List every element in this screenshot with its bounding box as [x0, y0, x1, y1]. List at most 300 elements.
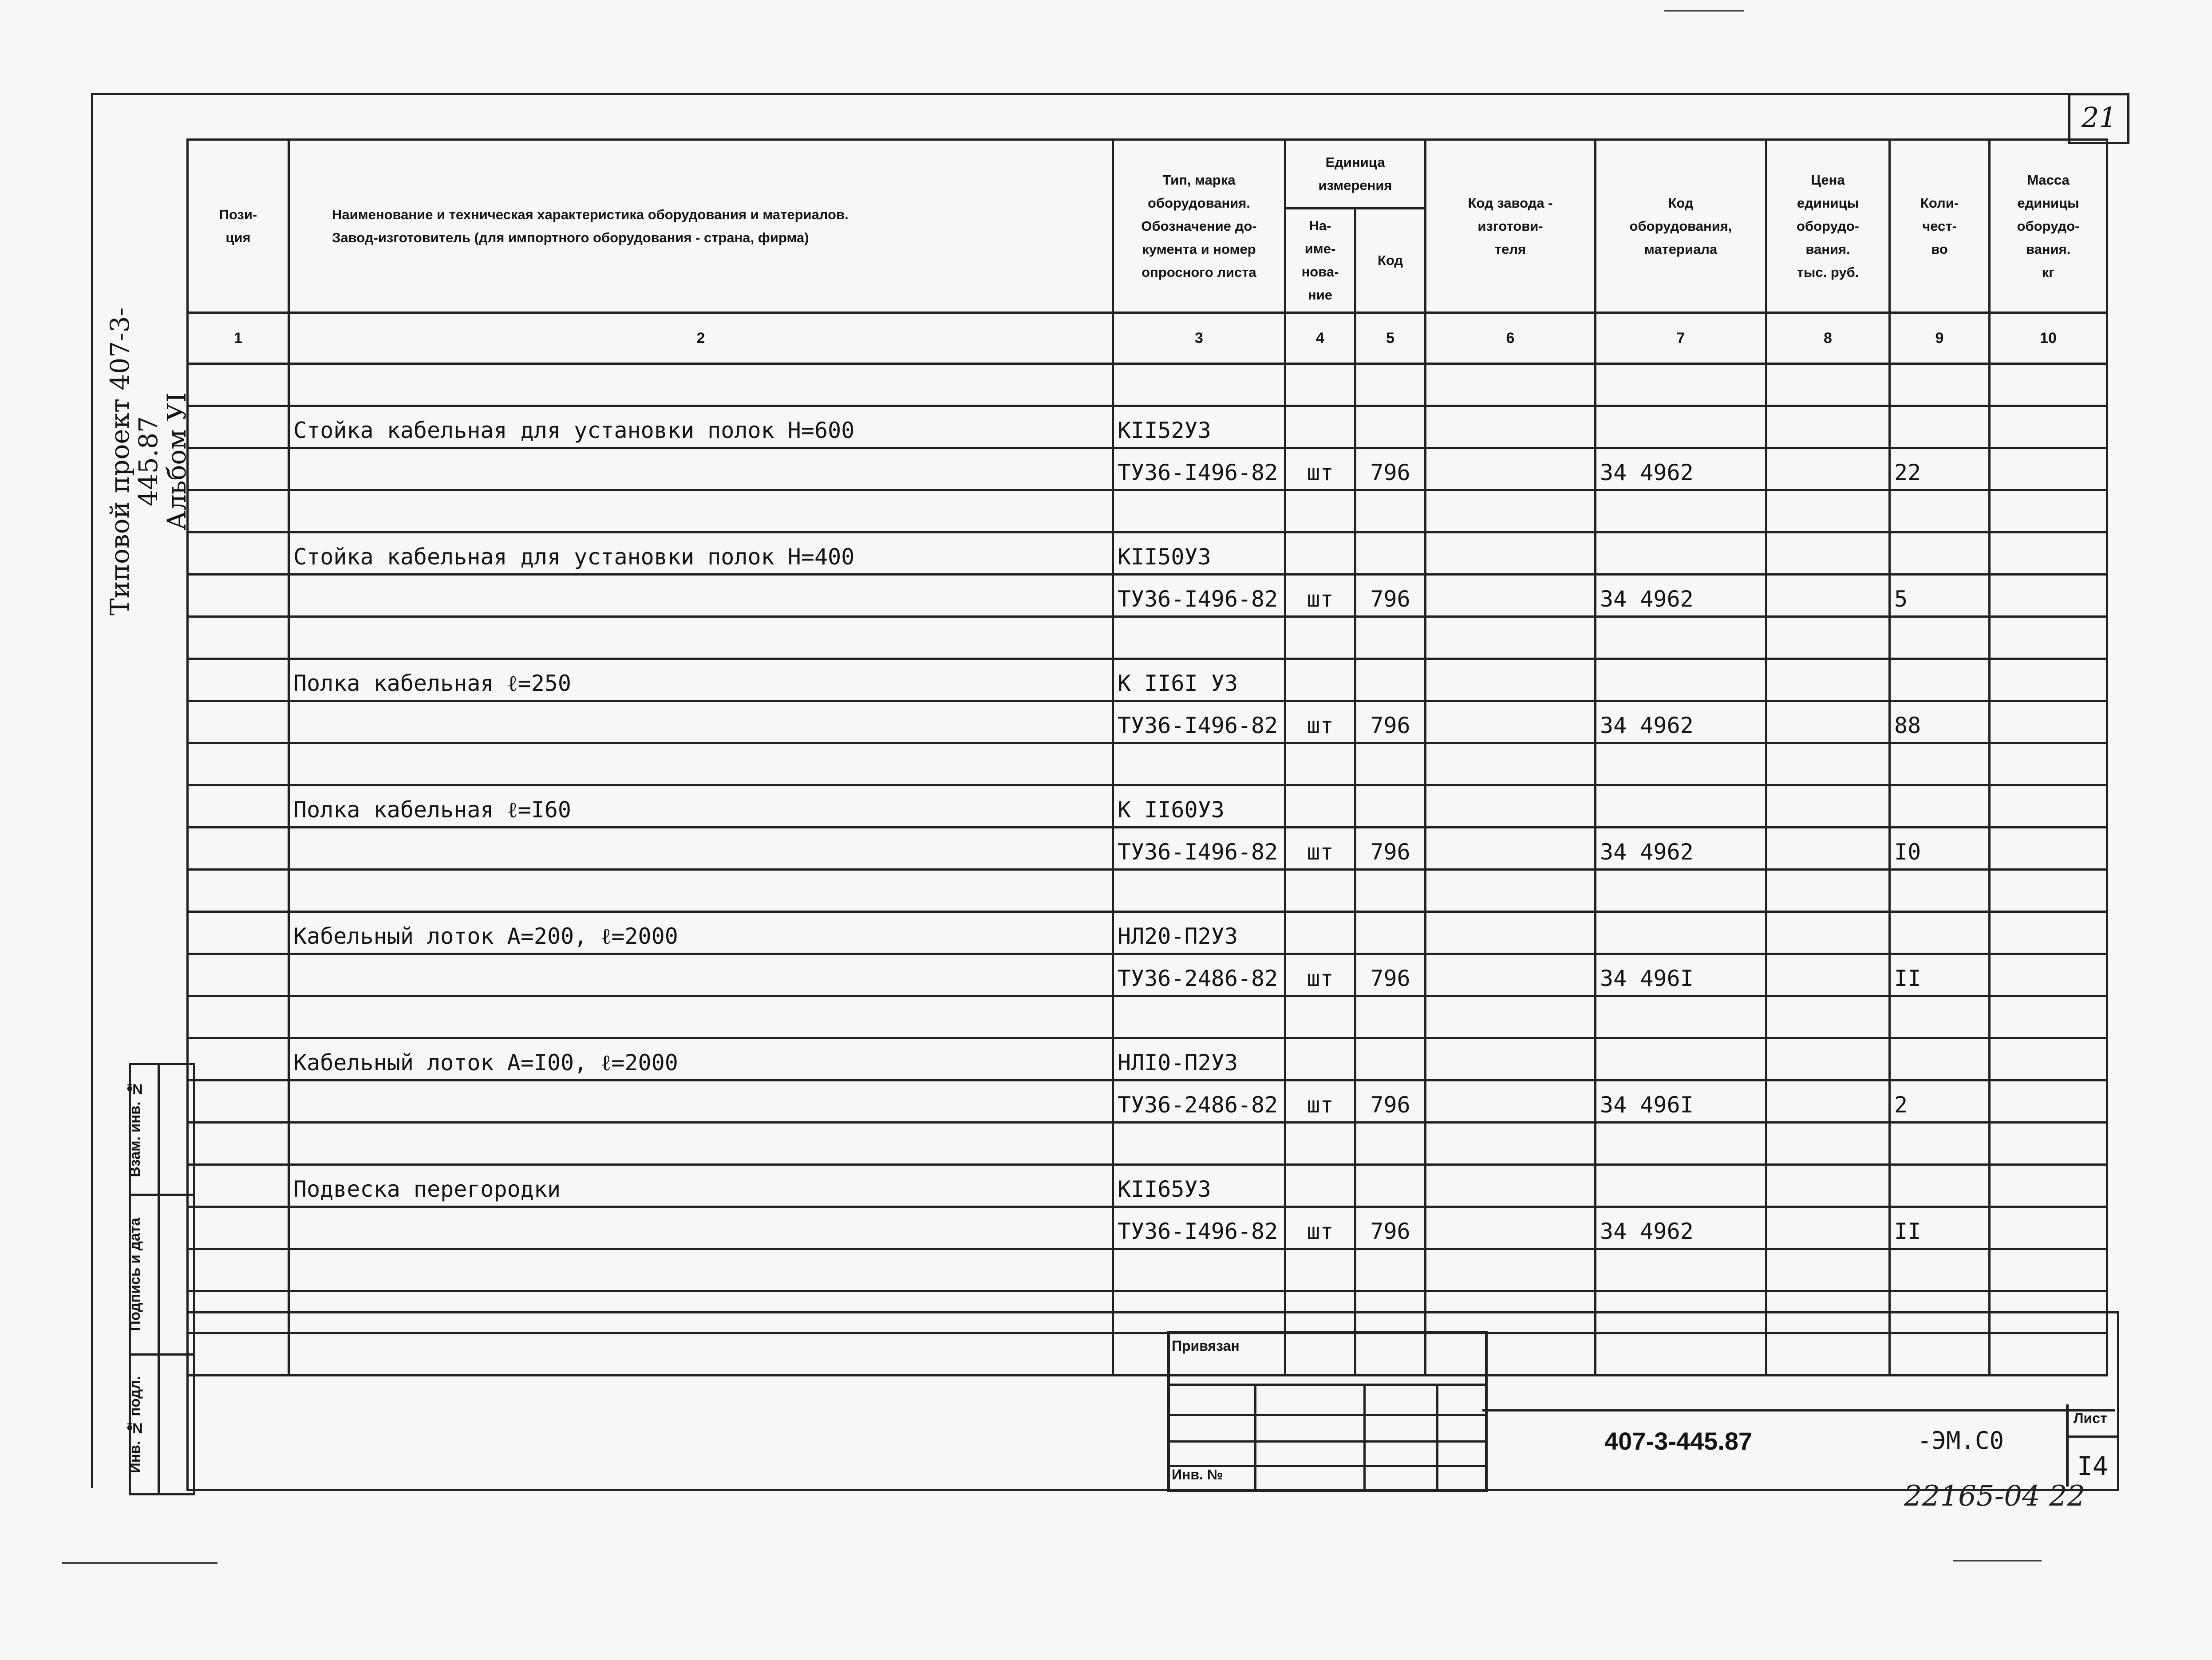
table-cell [1990, 532, 2107, 575]
table-cell [1285, 912, 1355, 954]
table-cell: КII52УЗ [1113, 406, 1285, 448]
table-cell [1890, 532, 1990, 575]
table-cell: 796 [1355, 575, 1426, 617]
table-cell [1426, 364, 1596, 406]
table-cell [1426, 1165, 1596, 1207]
table-cell [1426, 448, 1596, 490]
table-cell: 796 [1355, 954, 1426, 996]
table-cell: ТУ36-I496-82 [1113, 1207, 1285, 1249]
header-plant-code-line: теля [1494, 241, 1526, 257]
table-row [188, 1038, 2107, 1080]
header-mass-line: единицы [2017, 195, 2079, 211]
table-cell [188, 364, 289, 406]
table-cell: II [1890, 954, 1990, 996]
table-cell [1766, 1165, 1890, 1207]
table-cell [289, 701, 1113, 743]
header-equipment-code-line: оборудования, [1629, 218, 1732, 234]
table-cell [1766, 1249, 1890, 1291]
table-cell [1596, 996, 1766, 1038]
table-cell [1766, 785, 1890, 828]
side-title [106, 284, 191, 639]
table-row [188, 870, 2107, 912]
table-row [188, 1249, 2107, 1291]
column-number: 10 [1990, 313, 2107, 364]
table-cell: шт [1285, 954, 1355, 996]
table-cell [1355, 490, 1426, 532]
table-cell [1355, 617, 1426, 659]
table-cell [1426, 490, 1596, 532]
table-cell [1113, 870, 1285, 912]
sheet-label: Лист [2074, 1410, 2107, 1426]
column-number: 6 [1426, 313, 1596, 364]
table-cell [1890, 870, 1990, 912]
table-cell [1285, 996, 1355, 1038]
table-cell [1355, 659, 1426, 701]
table-row [188, 1080, 2107, 1123]
table-cell [1766, 743, 1890, 785]
table-row [188, 743, 2107, 785]
table-cell [1766, 954, 1890, 996]
table-cell [188, 954, 289, 996]
column-number: 8 [1766, 313, 1890, 364]
table-cell [188, 912, 289, 954]
table-cell [1596, 364, 1766, 406]
table-cell [1890, 659, 1990, 701]
table-cell: ТУ36-I496-82 [1113, 701, 1285, 743]
table-cell [1426, 785, 1596, 828]
table-cell [188, 490, 289, 532]
table-cell: 22 [1890, 448, 1990, 490]
archive-number: 22165-04 22 [1904, 1480, 2086, 1513]
table-cell [1426, 954, 1596, 996]
table-cell [289, 575, 1113, 617]
table-cell: ТУ36-2486-82 [1113, 954, 1285, 996]
column-number: 1 [188, 313, 289, 364]
table-cell [1766, 364, 1890, 406]
table-row [188, 1165, 2107, 1207]
table-cell: ТУ36-2486-82 [1113, 1080, 1285, 1123]
table-row [188, 532, 2107, 575]
header-quantity-line: Коли- [1920, 195, 1959, 211]
stamp-label-signature: Подпись и дата [126, 1218, 143, 1332]
table-cell [188, 996, 289, 1038]
table-cell: 796 [1355, 1080, 1426, 1123]
table-cell [1766, 448, 1890, 490]
table-cell [1426, 870, 1596, 912]
header-position-line: ция [225, 229, 251, 245]
table-cell [1766, 1207, 1890, 1249]
table-cell [1355, 1038, 1426, 1080]
table-cell: 34 496I [1596, 1080, 1766, 1123]
table-cell [1766, 490, 1890, 532]
table-cell: ТУ36-I496-82 [1113, 575, 1285, 617]
header-unit-name-line: На- [1309, 218, 1331, 233]
table-row [188, 406, 2107, 448]
header-unit-line: измерения [1318, 177, 1392, 193]
table-cell [1766, 406, 1890, 448]
table-cell [1890, 1165, 1990, 1207]
table-cell [1426, 1080, 1596, 1123]
table-cell: II [1890, 1207, 1990, 1249]
table-cell [1113, 364, 1285, 406]
table-cell [1766, 996, 1890, 1038]
table-cell [1990, 912, 2107, 954]
table-cell: 34 4962 [1596, 828, 1766, 870]
table-cell [1355, 1249, 1426, 1291]
binding-label: Привязан [1172, 1338, 1240, 1354]
table-cell [188, 1165, 289, 1207]
table-cell [1890, 785, 1990, 828]
table-cell: 796 [1355, 828, 1426, 870]
table-cell [1990, 870, 2107, 912]
scan-mark [1953, 1560, 2042, 1561]
table-cell [1426, 532, 1596, 575]
header-equipment-code [1596, 140, 1766, 313]
stamp-label-replacement: Взам. инв. № [126, 1081, 143, 1178]
table-cell [1990, 490, 2107, 532]
table-cell [1766, 575, 1890, 617]
table-cell [188, 659, 289, 701]
table-cell [1990, 701, 2107, 743]
table-cell [188, 701, 289, 743]
header-equipment-code-line: материала [1644, 241, 1718, 257]
header-name-line: Наименование и техническая характеристика оборудования и материалов. [332, 206, 849, 222]
table-cell: 796 [1355, 1207, 1426, 1249]
table-cell [188, 828, 289, 870]
table-row [188, 448, 2107, 490]
table-cell [1426, 1038, 1596, 1080]
table-cell: шт [1285, 1080, 1355, 1123]
stamp-label-inventory: Инв. № подл. [126, 1376, 143, 1473]
table-cell [1990, 1249, 2107, 1291]
table-cell: К II60УЗ [1113, 785, 1285, 828]
header-mass-line: оборудо- [2017, 218, 2080, 234]
table-cell [1596, 870, 1766, 912]
table-cell: 88 [1890, 701, 1990, 743]
table-cell: Кабельный лоток А=200, ℓ=2000 [289, 912, 1113, 954]
header-unit-code [1355, 209, 1426, 313]
table-cell: ТУ36-I496-82 [1113, 448, 1285, 490]
equipment-table [186, 138, 2108, 1376]
table-cell [188, 406, 289, 448]
table-row [188, 490, 2107, 532]
table-cell [188, 617, 289, 659]
table-row [188, 785, 2107, 828]
header-price-line: оборудо- [1797, 218, 1859, 234]
table-cell [1596, 617, 1766, 659]
header-price-line: тыс. руб. [1797, 264, 1859, 280]
table-cell [188, 575, 289, 617]
table-cell [1426, 912, 1596, 954]
header-unit-line: Единица [1325, 154, 1385, 170]
table-cell: шт [1285, 575, 1355, 617]
corner-sheet-number: 21 [2082, 101, 2117, 134]
table-cell [188, 785, 289, 828]
column-number-row [188, 313, 2107, 364]
table-cell [1766, 659, 1890, 701]
header-quantity-line: во [1931, 241, 1948, 257]
table-cell [1113, 996, 1285, 1038]
table-cell [1285, 617, 1355, 659]
table-cell [289, 954, 1113, 996]
table-row [188, 575, 2107, 617]
table-cell [1113, 743, 1285, 785]
table-cell [1890, 406, 1990, 448]
table-cell: КII65УЗ [1113, 1165, 1285, 1207]
table-cell [1990, 1207, 2107, 1249]
header-mass-line: Масса [2027, 172, 2070, 188]
table-cell [1596, 1123, 1766, 1165]
column-number: 3 [1113, 313, 1285, 364]
binding-inv-label: Инв. № [1172, 1467, 1223, 1483]
table-cell [1990, 785, 2107, 828]
table-cell [188, 743, 289, 785]
table-cell [1890, 1038, 1990, 1080]
table-cell [1990, 448, 2107, 490]
table-cell [1596, 532, 1766, 575]
table-cell [1990, 364, 2107, 406]
table-cell: шт [1285, 1207, 1355, 1249]
scan-mark [62, 1562, 217, 1564]
table-cell [1113, 1123, 1285, 1165]
table-cell [1890, 996, 1990, 1038]
table-row [188, 1123, 2107, 1165]
table-row [188, 828, 2107, 870]
header-mass [1990, 140, 2107, 313]
table-cell: шт [1285, 448, 1355, 490]
header-unit [1285, 140, 1426, 209]
table-cell [1990, 996, 2107, 1038]
document-suffix: -ЭМ.С0 [1917, 1427, 2004, 1455]
header-name-line: Завод-изготовитель (для импортного оборудования - страна, фирма) [332, 229, 809, 245]
table-cell: Полка кабельная ℓ=250 [289, 659, 1113, 701]
table-cell [1890, 1249, 1990, 1291]
table-cell [1285, 406, 1355, 448]
header-unit-name-line: ние [1307, 287, 1333, 303]
table-cell [188, 1038, 289, 1080]
table-row [188, 617, 2107, 659]
header-type-line: оборудования. [1147, 195, 1250, 211]
table-cell [1426, 659, 1596, 701]
side-title-line1: Типовой проект 407-3-445.87 [105, 307, 163, 616]
table-cell [188, 532, 289, 575]
table-cell [1426, 996, 1596, 1038]
header-type-line: кумента и номер [1142, 241, 1256, 257]
table-cell [289, 1080, 1113, 1123]
header-mass-line: вания. [2026, 241, 2071, 257]
table-cell [1355, 532, 1426, 575]
table-cell [1766, 1038, 1890, 1080]
column-number: 2 [289, 313, 1113, 364]
table-cell [1285, 532, 1355, 575]
table-cell: ТУ36-I496-82 [1113, 828, 1285, 870]
table-cell [1426, 406, 1596, 448]
table-cell [1990, 659, 2107, 701]
table-cell: 796 [1355, 448, 1426, 490]
table-cell [1890, 364, 1990, 406]
table-cell [1990, 1038, 2107, 1080]
side-title-line2: Альбом УI [162, 392, 192, 531]
table-cell: шт [1285, 701, 1355, 743]
table-cell [1596, 1038, 1766, 1080]
header-type-line: Обозначение до- [1141, 218, 1257, 234]
table-cell [1285, 490, 1355, 532]
header-type-line: опросного листа [1142, 264, 1256, 280]
table-cell [1596, 406, 1766, 448]
table-cell [1285, 1165, 1355, 1207]
table-cell [1766, 912, 1890, 954]
table-cell [1990, 406, 2107, 448]
table-cell [1596, 785, 1766, 828]
table-cell [1285, 364, 1355, 406]
table-cell [1355, 1165, 1426, 1207]
table-cell [1990, 743, 2107, 785]
table-cell: КII50УЗ [1113, 532, 1285, 575]
header-position-line: Пози- [219, 206, 257, 222]
column-number: 4 [1285, 313, 1355, 364]
table-cell [1596, 1165, 1766, 1207]
header-type-line: Тип, марка [1162, 172, 1236, 188]
table-cell: I0 [1890, 828, 1990, 870]
table-cell: 34 4962 [1596, 448, 1766, 490]
title-block [1482, 1409, 2115, 1489]
header-unit-name-line: име- [1304, 241, 1336, 256]
table-cell [1890, 617, 1990, 659]
table-cell [1990, 954, 2107, 996]
table-cell [1426, 701, 1596, 743]
table-cell [1766, 532, 1890, 575]
table-cell [1426, 1249, 1596, 1291]
table-cell [1596, 912, 1766, 954]
table-row [188, 659, 2107, 701]
table-cell [1426, 1123, 1596, 1165]
sheet-value: I4 [2077, 1451, 2108, 1481]
table-cell [1355, 406, 1426, 448]
header-plant-code-line: Код завода - [1468, 195, 1553, 211]
table-cell [1355, 364, 1426, 406]
table-cell [188, 1080, 289, 1123]
table-row [188, 364, 2107, 406]
table-cell [289, 1207, 1113, 1249]
header-price [1766, 140, 1890, 313]
document-code: 407-3-445.87 [1604, 1427, 1753, 1455]
table-cell: 34 4962 [1596, 1207, 1766, 1249]
table-cell: Кабельный лоток А=I00, ℓ=2000 [289, 1038, 1113, 1080]
table-cell [1890, 1123, 1990, 1165]
table-cell [289, 448, 1113, 490]
table-cell [1113, 617, 1285, 659]
table-cell [1990, 1123, 2107, 1165]
table-cell [1990, 828, 2107, 870]
table-cell [1285, 743, 1355, 785]
table-cell [289, 364, 1113, 406]
table-cell [1596, 743, 1766, 785]
table-cell: Стойка кабельная для установки полок Н=400 [289, 532, 1113, 575]
header-quantity [1890, 140, 1990, 313]
table-cell [1990, 1165, 2107, 1207]
table-cell: Подвеска перегородки [289, 1165, 1113, 1207]
column-number: 9 [1890, 313, 1990, 364]
table-cell [1890, 743, 1990, 785]
table-cell [1766, 1080, 1890, 1123]
table-cell [188, 870, 289, 912]
table-cell [188, 1249, 289, 1291]
table-cell [1285, 1038, 1355, 1080]
table-cell [289, 743, 1113, 785]
header-equipment-code-line: Код [1668, 195, 1694, 211]
table-cell: 796 [1355, 701, 1426, 743]
table-cell [289, 870, 1113, 912]
column-number: 5 [1355, 313, 1426, 364]
table-cell: НЛI0-П2УЗ [1113, 1038, 1285, 1080]
header-plant-code-line: изготови- [1477, 218, 1543, 234]
table-cell: К II6I УЗ [1113, 659, 1285, 701]
table-cell [1285, 659, 1355, 701]
table-cell: Полка кабельная ℓ=I60 [289, 785, 1113, 828]
table-cell [1596, 659, 1766, 701]
table-cell [1285, 870, 1355, 912]
column-number: 7 [1596, 313, 1766, 364]
table-cell [289, 617, 1113, 659]
table-cell: 34 4962 [1596, 575, 1766, 617]
header-unit-name [1285, 209, 1355, 313]
table-cell [1596, 490, 1766, 532]
table-cell [1890, 912, 1990, 954]
table-cell [1990, 1080, 2107, 1123]
header-type [1113, 140, 1285, 313]
header-unit-name-line: нова- [1301, 264, 1339, 280]
header-price-line: единицы [1797, 195, 1859, 211]
table-cell [289, 996, 1113, 1038]
table-cell [289, 490, 1113, 532]
table-cell [1285, 1249, 1355, 1291]
header-mass-line: кг [2042, 264, 2055, 280]
table-cell: 34 496I [1596, 954, 1766, 996]
header-name [289, 140, 1113, 313]
table-row [188, 1207, 2107, 1249]
table-cell [1426, 575, 1596, 617]
header-price-line: вания. [1805, 241, 1850, 257]
table-cell: шт [1285, 828, 1355, 870]
table-cell [1596, 1249, 1766, 1291]
table-cell [1285, 785, 1355, 828]
table-cell [289, 1123, 1113, 1165]
table-cell [1355, 870, 1426, 912]
table-cell [1890, 490, 1990, 532]
header-plant-code [1426, 140, 1596, 313]
table-cell [1355, 996, 1426, 1038]
table-cell [1426, 617, 1596, 659]
table-cell [1766, 1123, 1890, 1165]
table-cell [1990, 575, 2107, 617]
header-position [188, 140, 289, 313]
table-cell [289, 828, 1113, 870]
table-cell [1766, 617, 1890, 659]
table-cell: НЛ20-П2УЗ [1113, 912, 1285, 954]
table-cell [1355, 912, 1426, 954]
table-cell [188, 448, 289, 490]
table-cell: 34 4962 [1596, 701, 1766, 743]
table-cell: Стойка кабельная для установки полок Н=600 [289, 406, 1113, 448]
table-cell [188, 1123, 289, 1165]
table-row [188, 954, 2107, 996]
header-price-line: Цена [1811, 172, 1845, 188]
table-cell [1766, 828, 1890, 870]
table-row [188, 996, 2107, 1038]
table-cell [1285, 1123, 1355, 1165]
table-row [188, 912, 2107, 954]
left-stamp [126, 1063, 195, 1495]
